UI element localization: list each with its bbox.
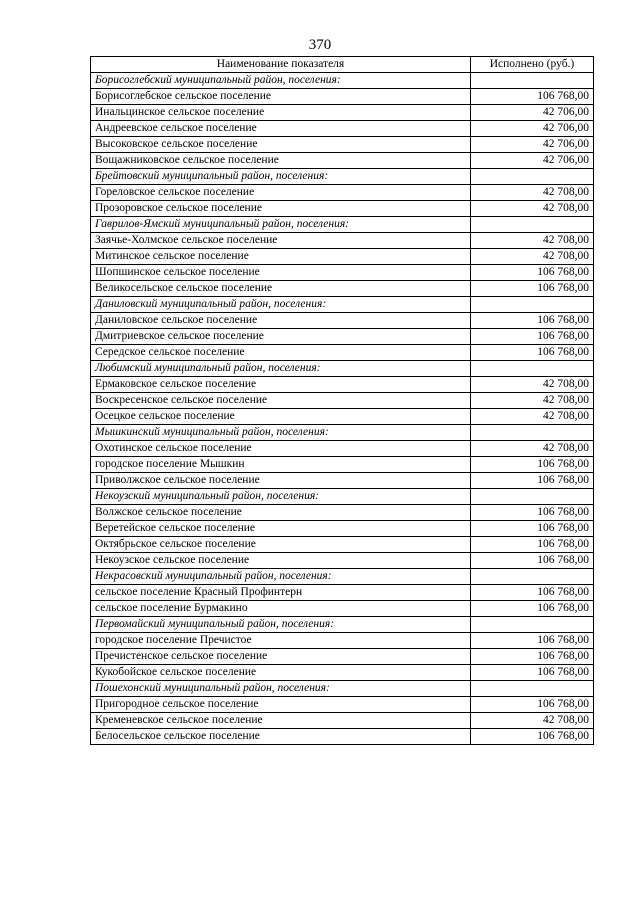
page-number: 370 [308,37,332,53]
settlement-name-cell: Шопшинское сельское поселение [91,265,471,281]
table-row [91,553,594,569]
executed-amount-cell: 42 708,00 [471,441,594,457]
settlement-name-cell: Ермаковское сельское поселение [91,377,471,393]
table-row [91,377,594,393]
table-row [91,233,594,249]
table-body [91,73,594,745]
executed-amount-cell [471,489,594,505]
table-row [91,121,594,137]
settlement-name-cell: городское поселение Пречистое [91,633,471,649]
table-header-row [91,57,594,73]
settlement-name-cell: Воскресенское сельское поселение [91,393,471,409]
district-name-cell: Даниловский муниципальный район, поселения: [91,297,471,313]
executed-amount-cell: 106 768,00 [471,473,594,489]
table-row [91,201,594,217]
district-name-cell: Борисоглебский муниципальный район, поселения: [91,73,471,89]
executed-amount-cell: 106 768,00 [471,649,594,665]
table-row [91,649,594,665]
table-row [91,265,594,281]
settlement-name-cell: Прозоровское сельское поселение [91,201,471,217]
table-group-row [91,169,594,185]
executed-amount-cell: 42 708,00 [471,185,594,201]
district-name-cell: Гаврилов-Ямский муниципальный район, поселения: [91,217,471,233]
executed-amount-cell [471,361,594,377]
table-group-row [91,361,594,377]
table-row [91,697,594,713]
settlement-name-cell: Белосельское сельское поселение [91,729,471,745]
executed-amount-cell [471,681,594,697]
executed-amount-cell: 42 708,00 [471,201,594,217]
settlement-name-cell: городское поселение Мышкин [91,457,471,473]
executed-amount-cell: 106 768,00 [471,457,594,473]
table-row [91,137,594,153]
executed-amount-cell [471,297,594,313]
table-row [91,281,594,297]
table-group-row [91,489,594,505]
table-row [91,185,594,201]
table-row [91,393,594,409]
executed-amount-cell: 42 706,00 [471,137,594,153]
executed-amount-cell: 42 708,00 [471,377,594,393]
table-row [91,89,594,105]
settlement-name-cell: Инальцинское сельское поселение [91,105,471,121]
settlement-name-cell: Митинское сельское поселение [91,249,471,265]
settlement-name-cell: Высоковское сельское поселение [91,137,471,153]
executed-amount-cell: 42 708,00 [471,713,594,729]
table-group-row [91,297,594,313]
report-table [90,56,594,745]
executed-amount-cell: 106 768,00 [471,313,594,329]
table-row [91,505,594,521]
column-header-executed: Исполнено (руб.) [471,57,594,73]
executed-amount-cell: 106 768,00 [471,585,594,601]
table-row [91,153,594,169]
settlement-name-cell: Приволжское сельское поселение [91,473,471,489]
settlement-name-cell: Великосельское сельское поселение [91,281,471,297]
table-row [91,441,594,457]
executed-amount-cell: 106 768,00 [471,89,594,105]
settlement-name-cell: Веретейское сельское поселение [91,521,471,537]
district-name-cell: Пошехонский муниципальный район, поселения: [91,681,471,697]
table-row [91,329,594,345]
settlement-name-cell: Кукобойское сельское поселение [91,665,471,681]
table-group-row [91,617,594,633]
executed-amount-cell: 42 706,00 [471,153,594,169]
district-name-cell: Первомайский муниципальный район, поселения: [91,617,471,633]
settlement-name-cell: Андреевское сельское поселение [91,121,471,137]
executed-amount-cell: 42 708,00 [471,393,594,409]
executed-amount-cell: 106 768,00 [471,729,594,745]
executed-amount-cell: 106 768,00 [471,665,594,681]
district-name-cell: Некоузский муниципальный район, поселения: [91,489,471,505]
executed-amount-cell: 106 768,00 [471,553,594,569]
executed-amount-cell: 42 706,00 [471,105,594,121]
table-row [91,409,594,425]
settlement-name-cell: Середское сельское поселение [91,345,471,361]
settlement-name-cell: Пречистенское сельское поселение [91,649,471,665]
table-group-row [91,425,594,441]
executed-amount-cell: 42 708,00 [471,409,594,425]
district-name-cell: Брейтовский муниципальный район, поселения: [91,169,471,185]
executed-amount-cell: 106 768,00 [471,345,594,361]
table-row [91,665,594,681]
settlement-name-cell: Даниловское сельское поселение [91,313,471,329]
settlement-name-cell: Волжское сельское поселение [91,505,471,521]
settlement-name-cell: Охотинское сельское поселение [91,441,471,457]
table-row [91,601,594,617]
settlement-name-cell: Пригородное сельское поселение [91,697,471,713]
executed-amount-cell [471,73,594,89]
district-name-cell: Любимский муниципальный район, поселения: [91,361,471,377]
table-group-row [91,681,594,697]
table-row [91,713,594,729]
settlement-name-cell: Борисоглебское сельское поселение [91,89,471,105]
executed-amount-cell: 106 768,00 [471,521,594,537]
executed-amount-cell: 42 706,00 [471,121,594,137]
table-row [91,729,594,745]
table-row [91,313,594,329]
executed-amount-cell [471,217,594,233]
executed-amount-cell [471,425,594,441]
settlement-name-cell: Заячье-Холмское сельское поселение [91,233,471,249]
table-row [91,633,594,649]
table-group-row [91,73,594,89]
table-row [91,345,594,361]
settlement-name-cell: сельское поселение Бурмакино [91,601,471,617]
executed-amount-cell: 42 708,00 [471,233,594,249]
table-row [91,585,594,601]
executed-amount-cell: 106 768,00 [471,633,594,649]
settlement-name-cell: Дмитриевское сельское поселение [91,329,471,345]
table-row [91,521,594,537]
settlement-name-cell: Вощажниковское сельское поселение [91,153,471,169]
table-group-row [91,217,594,233]
table-row [91,473,594,489]
settlement-name-cell: Кременевское сельское поселение [91,713,471,729]
executed-amount-cell: 106 768,00 [471,697,594,713]
executed-amount-cell: 106 768,00 [471,505,594,521]
executed-amount-cell [471,169,594,185]
table-row [91,537,594,553]
settlement-name-cell: Осецкое сельское поселение [91,409,471,425]
district-name-cell: Мышкинский муниципальный район, поселения: [91,425,471,441]
table-row [91,457,594,473]
column-header-name: Наименование показателя [91,57,471,73]
executed-amount-cell: 106 768,00 [471,329,594,345]
executed-amount-cell [471,617,594,633]
district-name-cell: Некрасовский муниципальный район, поселения: [91,569,471,585]
executed-amount-cell: 42 708,00 [471,249,594,265]
settlement-name-cell: Некоузское сельское поселение [91,553,471,569]
table-row [91,105,594,121]
executed-amount-cell: 106 768,00 [471,537,594,553]
executed-amount-cell: 106 768,00 [471,601,594,617]
settlement-name-cell: сельское поселение Красный Профинтерн [91,585,471,601]
settlement-name-cell: Октябрьское сельское поселение [91,537,471,553]
table-group-row [91,569,594,585]
executed-amount-cell: 106 768,00 [471,281,594,297]
settlement-name-cell: Гореловское сельское поселение [91,185,471,201]
table-row [91,249,594,265]
executed-amount-cell: 106 768,00 [471,265,594,281]
executed-amount-cell [471,569,594,585]
